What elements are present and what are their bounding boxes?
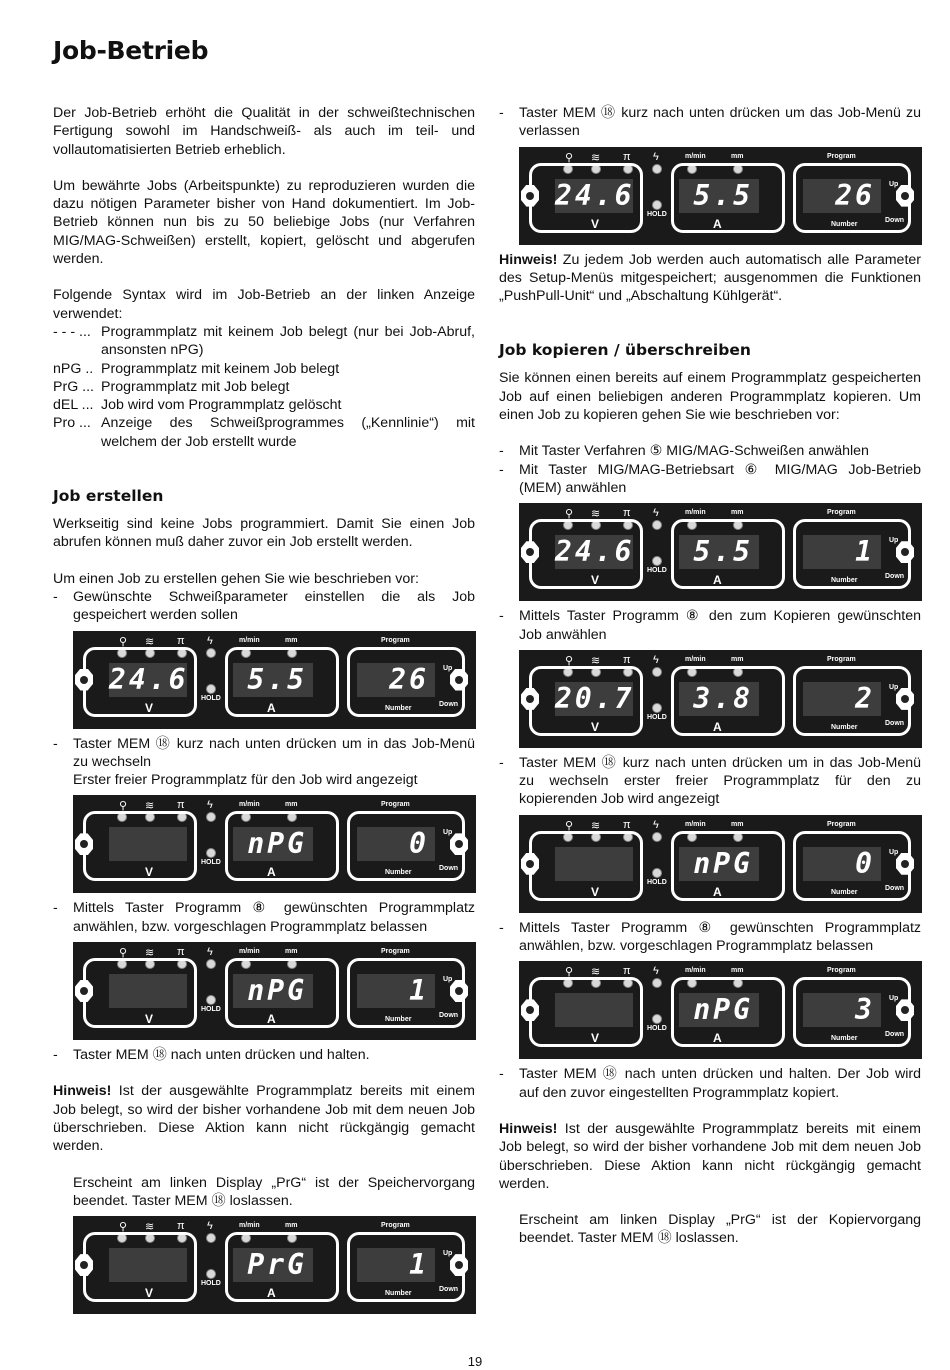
mmin-label: m/min [239,1222,260,1230]
hold-led [206,684,216,694]
list-subtext: Erster freier Programmplatz für den Job wird angezeigt [73,772,418,789]
led [652,520,662,530]
paragraph: Sie können einen bereits auf einem Programmplatz gespeicherten Job auf einen beliebigen anderen Programmplatz kopieren. Um einen Job zu kopieren gehen Sie wie beschrieben vor: [499,370,921,424]
left-display [109,1248,187,1282]
left-display: 24.6 [555,535,635,569]
middle-display: 5.5 [679,179,759,213]
middle-display: 3.8 [679,682,759,716]
mm-label: mm [731,967,744,975]
hold-label: HOLD [201,1280,221,1288]
down-label: Down [885,884,905,892]
right-knob-icon[interactable] [896,688,914,710]
number-label: Number [831,1035,858,1043]
paragraph: Werkseitig sind keine Jobs programmiert. Damit Sie einen Job abrufen können muß daher zuvor ein Job erstellt werden. [53,516,475,551]
section-heading: Job kopieren / überschreiben [499,341,751,360]
paragraph: Um einen Job zu erstellen gehen Sie wie beschrieben vor: [53,570,419,587]
mig-icon: ≋ [591,508,601,521]
mig-icon: ≋ [145,1221,155,1234]
led [206,1233,216,1243]
down-label: Down [885,573,905,581]
mmin-label: m/min [685,820,706,828]
mm-label: mm [731,820,744,828]
tig-icon: π [623,818,631,831]
down-label: Down [885,1031,905,1039]
volt-label: V [145,700,154,715]
left-knob-icon[interactable] [521,999,539,1021]
torch-icon: ϟ [207,946,213,959]
mm-label: mm [731,509,744,517]
control-panel [73,942,476,1040]
mmin-label: m/min [685,967,706,975]
torch-icon: ϟ [207,799,213,812]
amp-label: A [713,216,722,231]
left-display [109,827,187,861]
list-item: - Mittels Taster Programm ⑧ gewünschten Programmplatz anwählen, bzw. vorgeschlagen Programmplatz belassen [53,900,475,935]
number-label: Number [385,869,412,877]
middle-display: nPG [233,974,313,1008]
list-item: - Taster MEM ⑱ nach unten drücken und halten. [53,1047,370,1064]
stick-icon: ⚲ [565,819,574,832]
left-column [53,104,475,1320]
left-display: 24.6 [109,662,189,696]
tig-icon: π [623,507,631,520]
hold-label: HOLD [201,1006,221,1014]
mm-label: mm [731,152,744,160]
right-display: 1 [357,1248,435,1282]
torch-icon: ϟ [653,965,659,978]
control-panel [519,815,922,913]
mig-icon: ≋ [591,654,601,667]
middle-display: nPG [233,827,313,861]
amp-label: A [713,884,722,899]
right-knob-icon[interactable] [450,669,468,691]
led [206,812,216,822]
syntax-item: Pro ... Anzeige des Schweißprogrammes („Kennlinie“) mit welchem der Job erstellt wurde [53,415,475,450]
program-label: Program [827,820,856,828]
list-item: - Mittels Taster Programm ⑧ gewünschten Programmplatz anwählen, bzw. vorgeschlagen Programmplatz belassen [499,919,921,955]
section-heading: Job erstellen [53,487,164,506]
note-paragraph: Hinweis! Ist der ausgewählte Programmplatz bereits mit einem Job belegt, so wird der bisher vorhandene Job mit dem neuen Job überschrieben. Diese Aktion kann nicht rückgängig gemacht werden. [499,1120,921,1192]
led [206,648,216,658]
syntax-list [53,323,475,451]
note-paragraph: Hinweis! Ist der ausgewählte Programmplatz bereits mit einem Job belegt, so wird der bisher vorhandene Job mit dem neuen Job überschrieben. Diese Aktion kann nicht rückgängig gemacht werden. [53,1083,475,1155]
number-label: Number [831,577,858,585]
volt-label: V [591,719,600,734]
volt-label: V [145,1012,154,1027]
tig-icon: π [177,799,185,812]
down-label: Down [439,700,459,708]
number-label: Number [831,723,858,731]
amp-label: A [713,573,722,588]
up-label: Up [889,683,899,691]
up-label: Up [443,1250,453,1258]
hold-led [652,703,662,713]
paragraph: Erscheint am linken Display „PrG“ ist der Speichervorgang beendet. Taster MEM ⑱ loslassen. [73,1174,475,1209]
middle-display: 5.5 [679,535,759,569]
left-knob-icon[interactable] [521,541,539,563]
mmin-label: m/min [685,655,706,663]
down-label: Down [439,1012,459,1020]
program-label: Program [827,967,856,975]
left-display [555,993,633,1027]
list-item: - Taster MEM ⑱ kurz nach unten drücken um in das Job-Menü zu wechseln erster freier Programmplatz für den zu kopierenden Job wird angezeigt [499,754,921,808]
right-column [499,104,921,1248]
hold-led [206,848,216,858]
up-label: Up [889,995,899,1003]
volt-label: V [591,573,600,588]
stick-icon: ⚲ [565,966,574,979]
hold-led [206,995,216,1005]
amp-label: A [267,1012,276,1027]
mig-icon: ≋ [591,819,601,832]
mmin-label: m/min [685,509,706,517]
control-panel [519,650,922,748]
stick-icon: ⚲ [565,151,574,164]
note-paragraph: Hinweis! Zu jedem Job werden auch automatisch alle Parameter des Setup-Menüs mitgespeichert; ausgenommen die Funktionen „PushPull-Unit“ und „Abschaltung Kühlgerät“. [499,251,921,305]
right-display: 26 [803,179,881,213]
left-knob-icon[interactable] [521,853,539,875]
left-display: 20.7 [555,681,635,715]
intro-paragraph: Der Job-Betrieb erhöht die Qualität in der schweißtechnischen Fertigung sowohl im Handschweiß- als auch im teil- und vollautomatisierten Betrieb erheblich. [53,105,475,158]
control-panel [519,147,922,245]
stick-icon: ⚲ [119,800,128,813]
tig-icon: π [177,634,185,647]
page-number: 19 [467,1354,483,1369]
number-label: Number [831,888,858,896]
program-label: Program [381,1222,410,1230]
paragraph: Erscheint am linken Display „PrG“ ist der Kopiervorgang beendet. Taster MEM ⑱ loslassen. [519,1212,921,1247]
paragraph: Um bewährte Jobs (Arbeitspunkte) zu reproduzieren wurden die dazu nötigen Parameter bisher von Hand dokumentiert. Im Job-Betrieb können nun bis zu 50 beliebige Jobs (nur Verfahren MIG/MAG-Schweißen) erstellt, kopiert, gelöscht und abgerufen werden. [53,177,475,268]
torch-icon: ϟ [207,1220,213,1233]
up-label: Up [443,829,453,837]
volt-label: V [145,865,154,880]
syntax-item: dEL ... Job wird vom Programmplatz gelöscht [53,397,342,414]
mig-icon: ≋ [145,947,155,960]
list-item: - Gewünschte Schweißparameter einstellen die als Job gespeichert werden sollen [53,588,475,624]
up-label: Up [889,848,899,856]
right-display: 1 [357,974,435,1008]
number-label: Number [385,704,412,712]
right-display: 2 [803,682,881,716]
mm-label: mm [285,636,298,644]
hold-led [652,1014,662,1024]
hold-label: HOLD [647,1025,667,1033]
right-display: 3 [803,993,881,1027]
middle-display: PrG [233,1248,313,1282]
left-knob-icon[interactable] [521,688,539,710]
stick-icon: ⚲ [565,508,574,521]
hold-led [652,200,662,210]
right-knob-icon[interactable] [450,1254,468,1276]
left-knob-icon[interactable] [521,185,539,207]
volt-label: V [591,1031,600,1046]
volt-label: V [591,884,600,899]
led [652,978,662,988]
stick-icon: ⚲ [565,654,574,667]
control-panel [73,631,476,729]
mm-label: mm [731,655,744,663]
tig-icon: π [623,150,631,163]
mig-icon: ≋ [145,635,155,648]
page-title: Job-Betrieb [53,36,209,65]
hold-led [652,556,662,566]
right-display: 0 [803,847,881,881]
syntax-item: - - - ... Programmplatz mit keinem Job belegt (nur bei Job-Abruf, ansonsten nPG) [53,323,475,359]
paragraph: Folgende Syntax wird im Job-Betrieb an der linken Anzeige verwendet: [53,287,475,322]
program-label: Program [381,948,410,956]
torch-icon: ϟ [653,150,659,163]
number-label: Number [831,220,858,228]
program-label: Program [827,655,856,663]
hold-label: HOLD [647,567,667,575]
led [206,959,216,969]
list-item: - Taster MEM ⑱ kurz nach unten drücken um das Job-Menü zu verlassen [499,105,921,140]
list-item: - Taster MEM ⑱ nach unten drücken und halten. Der Job wird auf den zuvor eingestellten Programmplatz kopiert. [499,1066,921,1101]
mig-icon: ≋ [145,800,155,813]
mig-icon: ≋ [591,151,601,164]
down-label: Down [885,719,905,727]
up-label: Up [889,537,899,545]
left-display [109,974,187,1008]
hold-label: HOLD [201,859,221,867]
right-knob-icon[interactable] [896,185,914,207]
up-label: Up [889,180,899,188]
hold-label: HOLD [647,878,667,886]
hold-label: HOLD [647,713,667,721]
torch-icon: ϟ [207,634,213,647]
program-label: Program [381,801,410,809]
torch-icon: ϟ [653,653,659,666]
syntax-item: nPG .. Programmplatz mit keinem Job belegt [53,360,340,377]
mm-label: mm [285,948,298,956]
middle-display: nPG [679,847,759,881]
list-item: - Mittels Taster Programm ⑧ den zum Kopieren gewünschten Job anwählen [499,608,921,643]
hold-led [652,868,662,878]
list-item: - Taster MEM ⑱ kurz nach unten drücken um in das Job-Menü zu wechseln [53,735,475,770]
led [652,164,662,174]
right-display: 0 [357,827,435,861]
mmin-label: m/min [239,948,260,956]
hold-led [206,1269,216,1279]
up-label: Up [443,664,453,672]
control-panel [73,1216,476,1314]
amp-label: A [267,1286,276,1301]
left-display [555,847,633,881]
right-knob-icon[interactable] [896,999,914,1021]
right-display: 26 [357,663,435,697]
middle-display: nPG [679,993,759,1027]
program-label: Program [827,152,856,160]
torch-icon: ϟ [653,818,659,831]
stick-icon: ⚲ [119,635,128,648]
syntax-item: PrG ... Programmplatz mit Job belegt [53,378,290,395]
volt-label: V [145,1286,154,1301]
program-label: Program [827,509,856,517]
hold-label: HOLD [647,210,667,218]
control-panel [519,961,922,1059]
tig-icon: π [177,1220,185,1233]
tig-icon: π [623,653,631,666]
down-label: Down [885,216,905,224]
left-knob-icon[interactable] [75,1254,93,1276]
control-panel [73,795,476,893]
stick-icon: ⚲ [119,947,128,960]
number-label: Number [385,1290,412,1298]
mmin-label: m/min [239,636,260,644]
volt-label: V [591,216,600,231]
down-label: Down [439,865,459,873]
amp-label: A [713,719,722,734]
mmin-label: m/min [685,152,706,160]
right-knob-icon[interactable] [450,833,468,855]
right-knob-icon[interactable] [896,853,914,875]
torch-icon: ϟ [653,507,659,520]
amp-label: A [267,865,276,880]
led [652,832,662,842]
mm-label: mm [285,801,298,809]
amp-label: A [713,1031,722,1046]
number-label: Number [385,1016,412,1024]
stick-icon: ⚲ [119,1221,128,1234]
tig-icon: π [623,965,631,978]
right-display: 1 [803,535,881,569]
middle-display: 5.5 [233,663,313,697]
up-label: Up [443,976,453,984]
list-item: - Mit Taster MIG/MAG-Betriebsart ⑥ MIG/MAG Job-Betrieb (MEM) anwählen [499,461,921,496]
program-label: Program [381,636,410,644]
tig-icon: π [177,946,185,959]
mig-icon: ≋ [591,966,601,979]
mm-label: mm [285,1222,298,1230]
hold-label: HOLD [201,694,221,702]
control-panel [519,503,922,601]
list-item: - Mit Taster Verfahren ⑤ MIG/MAG-Schweißen anwählen [499,443,869,460]
mmin-label: m/min [239,801,260,809]
left-display: 24.6 [555,178,635,212]
right-knob-icon[interactable] [450,980,468,1002]
right-knob-icon[interactable] [896,541,914,563]
down-label: Down [439,1286,459,1294]
led [652,667,662,677]
amp-label: A [267,700,276,715]
